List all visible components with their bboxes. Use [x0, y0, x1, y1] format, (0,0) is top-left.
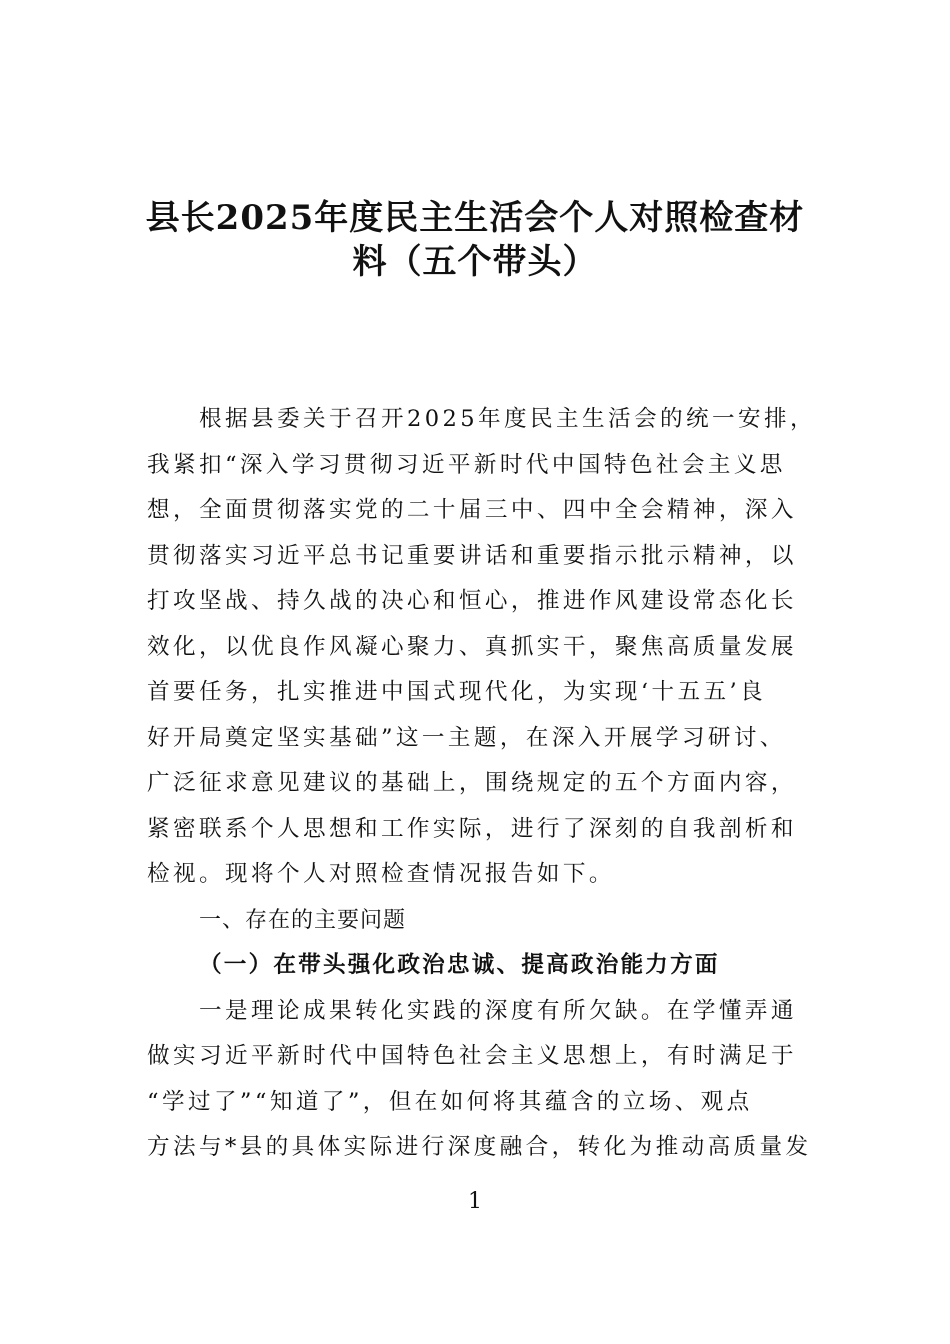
paragraph-1-line: 检视。现将个人对照检查情况报告如下。 [147, 861, 615, 887]
document-title-line-2: 料（五个带头） [352, 242, 598, 282]
paragraph-1-line: 广泛征求意见建议的基础上，围绕规定的五个方面内容， [147, 770, 797, 796]
paragraph-1-line: 效化，以优良作风凝心聚力、真抓实干，聚焦高质量发展 [147, 633, 797, 660]
document-title-line-1: 县长2025年度民主生活会个人对照检查材 [145, 198, 805, 238]
section-heading-2: （一）在带头强化政治忠诚、提高政治能力方面 [199, 952, 720, 978]
section-heading-1: 一、存在的主要问题 [199, 907, 407, 933]
paragraph-1-line: 根据县委关于召开2025年度民主生活会的统一安排， [199, 406, 816, 432]
paragraph-2-line: 一是理论成果转化实践的深度有所欠缺。在学懂弄通 [199, 997, 797, 1024]
paragraph-2-line: 方法与*县的具体实际进行深度融合，转化为推动高质量发 [147, 1134, 812, 1160]
paragraph-2-line: “学过了”“知道了”，但在如何将其蕴含的立场、观点 [147, 1088, 753, 1115]
paragraph-1-line: 贯彻落实习近平总书记重要讲话和重要指示批示精神，以 [147, 542, 797, 569]
paragraph-1-line: 想，全面贯彻落实党的二十届三中、四中全会精神，深入 [147, 497, 797, 523]
paragraph-2-line: 做实习近平新时代中国特色社会主义思想上，有时满足于 [147, 1043, 797, 1069]
document-body [147, 397, 816, 1171]
paragraph-1-line: 打攻坚战、持久战的决心和恒心，推进作风建设常态化长 [147, 588, 797, 614]
paragraph-1-line: 紧密联系个人思想和工作实际，进行了深刻的自我剖析和 [147, 815, 797, 842]
paragraph-1-line: 我紧扣“深入学习贯彻习近平新时代中国特色社会主义思 [147, 451, 786, 478]
paragraph-1-line: 首要任务，扎实推进中国式现代化，为实现‘十五五’良 [147, 679, 767, 705]
paragraph-1-line: 好开局奠定坚实基础”这一主题，在深入开展学习研讨、 [147, 724, 786, 751]
page-number: 1 [468, 1189, 482, 1214]
